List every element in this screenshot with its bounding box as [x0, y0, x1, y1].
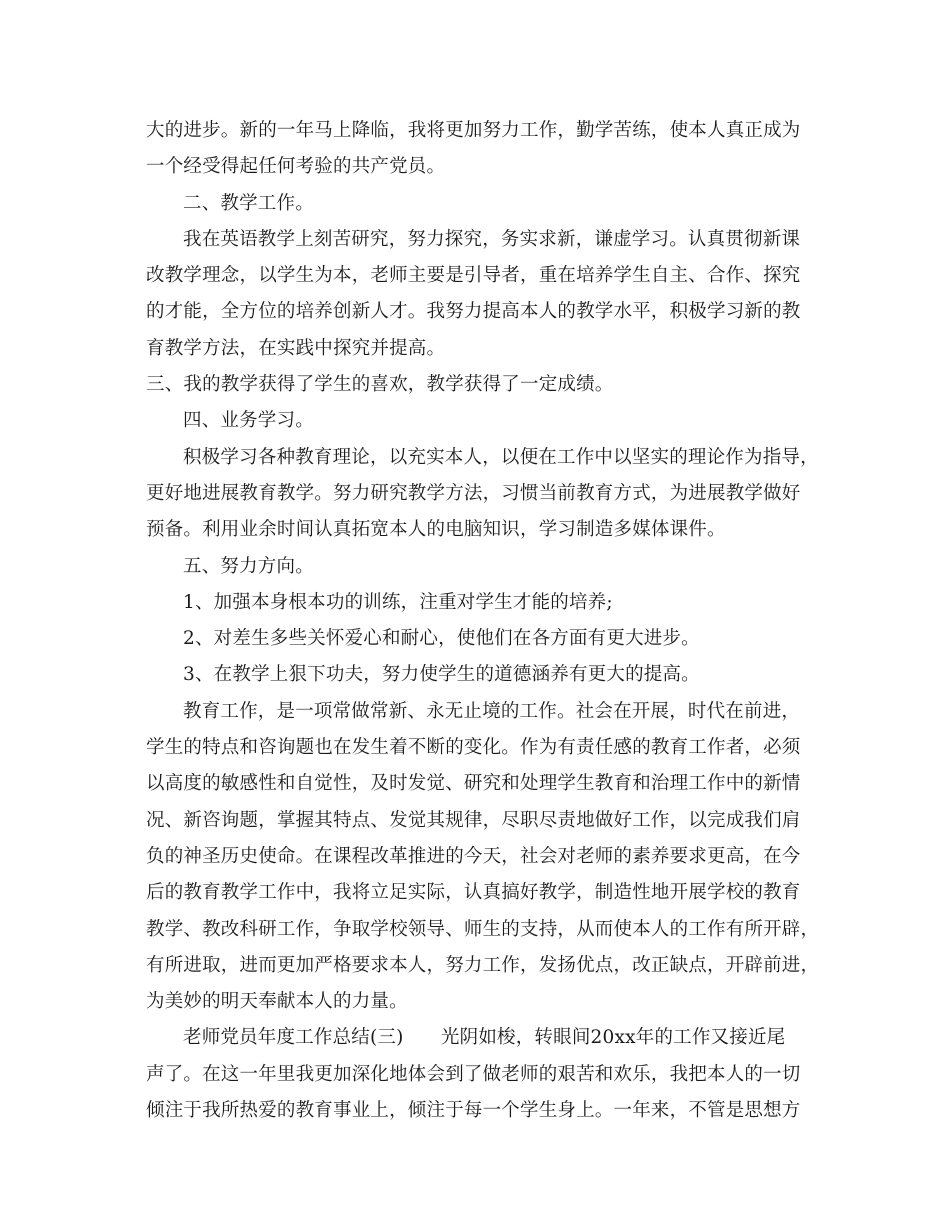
text-line: 二、教学工作。	[183, 192, 314, 214]
text-line: 一个经受得起任何考验的共产党员。	[146, 156, 446, 178]
text-line: 预备。利用业余时间认真拓宽本人的电脑知识，学习制造多媒体课件。	[146, 519, 726, 541]
text-line: 三、我的教学获得了学生的喜欢，教学获得了一定成绩。	[146, 374, 614, 396]
text-line: 倾注于我所热爱的教育事业上，倾注于每一个学生身上。一年来，不管是思想方	[146, 1100, 801, 1122]
text-line: 1、加强本身根本功的训练，注重对学生才能的培养;	[183, 591, 613, 613]
text-line: 有所进取，进而更加严格要求本人，努力工作，发扬优点，改正缺点，开辟前进，	[146, 954, 820, 976]
text-line: 为美妙的明天奉献本人的力量。	[146, 991, 408, 1013]
text-line: 2、对差生多些关怀爱心和耐心，使他们在各方面有更大进步。	[183, 628, 700, 650]
text-line: 学生的特点和咨询题也在发生着不断的变化。作为有责任感的教育工作者，必须	[146, 737, 801, 759]
document-body	[146, 113, 820, 1129]
text-line: 大的进步。新的一年马上降临，我将更加努力工作，勤学苦练，使本人真正成为	[146, 120, 801, 141]
text-line: 况、新咨询题，掌握其特点、发觉其规律，尽职尽责地做好工作，以完成我们肩	[146, 809, 801, 831]
text-line: 负的神圣历史使命。在课程改革推进的今天，社会对老师的素养要求更高，在今	[146, 845, 801, 867]
text-line: 教育工作，是一项常做常新、永无止境的工作。社会在开展，时代在前进，	[183, 700, 801, 722]
text-line: 声了。在这一年里我更加深化地体会到了做老师的艰苦和欢乐，我把本人的一切	[146, 1063, 801, 1085]
text-line: 积极学习各种教育理论，以充实本人，以便在工作中以坚实的理论作为指导，	[183, 446, 819, 468]
text-line: 改教学理念，以学生为本，老师主要是引导者，重在培养学生自主、合作、探究	[146, 265, 801, 287]
text-line: 后的教育教学工作中，我将立足实际，认真搞好教学，制造性地开展学校的教育	[146, 882, 801, 904]
text-line: 老师党员年度工作总结(三) 光阴如梭，转眼间20xx年的工作又接近尾	[183, 1027, 786, 1049]
text-line: 四、业务学习。	[183, 410, 314, 432]
text-line: 教学、教改科研工作，争取学校领导、师生的支持，从而使本人的工作有所开辟，	[146, 918, 820, 940]
text-line: 我在英语教学上刻苦研究，努力探究，务实求新，谦虚学习。认真贯彻新课	[183, 228, 801, 250]
text-line: 以高度的敏感性和自觉性，及时发觉、研究和处理学生教育和治理工作中的新情	[146, 773, 801, 795]
text-line: 的才能，全方位的培养创新人才。我努力提高本人的教学水平，积极学习新的教	[146, 301, 801, 323]
text-line: 更好地进展教育教学。努力研究教学方法，习惯当前教育方式，为进展教学做好	[146, 482, 801, 504]
text-line: 五、努力方向。	[183, 555, 314, 577]
text-line: 育教学方法，在实践中探究并提高。	[146, 337, 446, 359]
text-line: 3、在教学上狠下功夫，努力使学生的道德涵养有更大的提高。	[183, 664, 700, 686]
